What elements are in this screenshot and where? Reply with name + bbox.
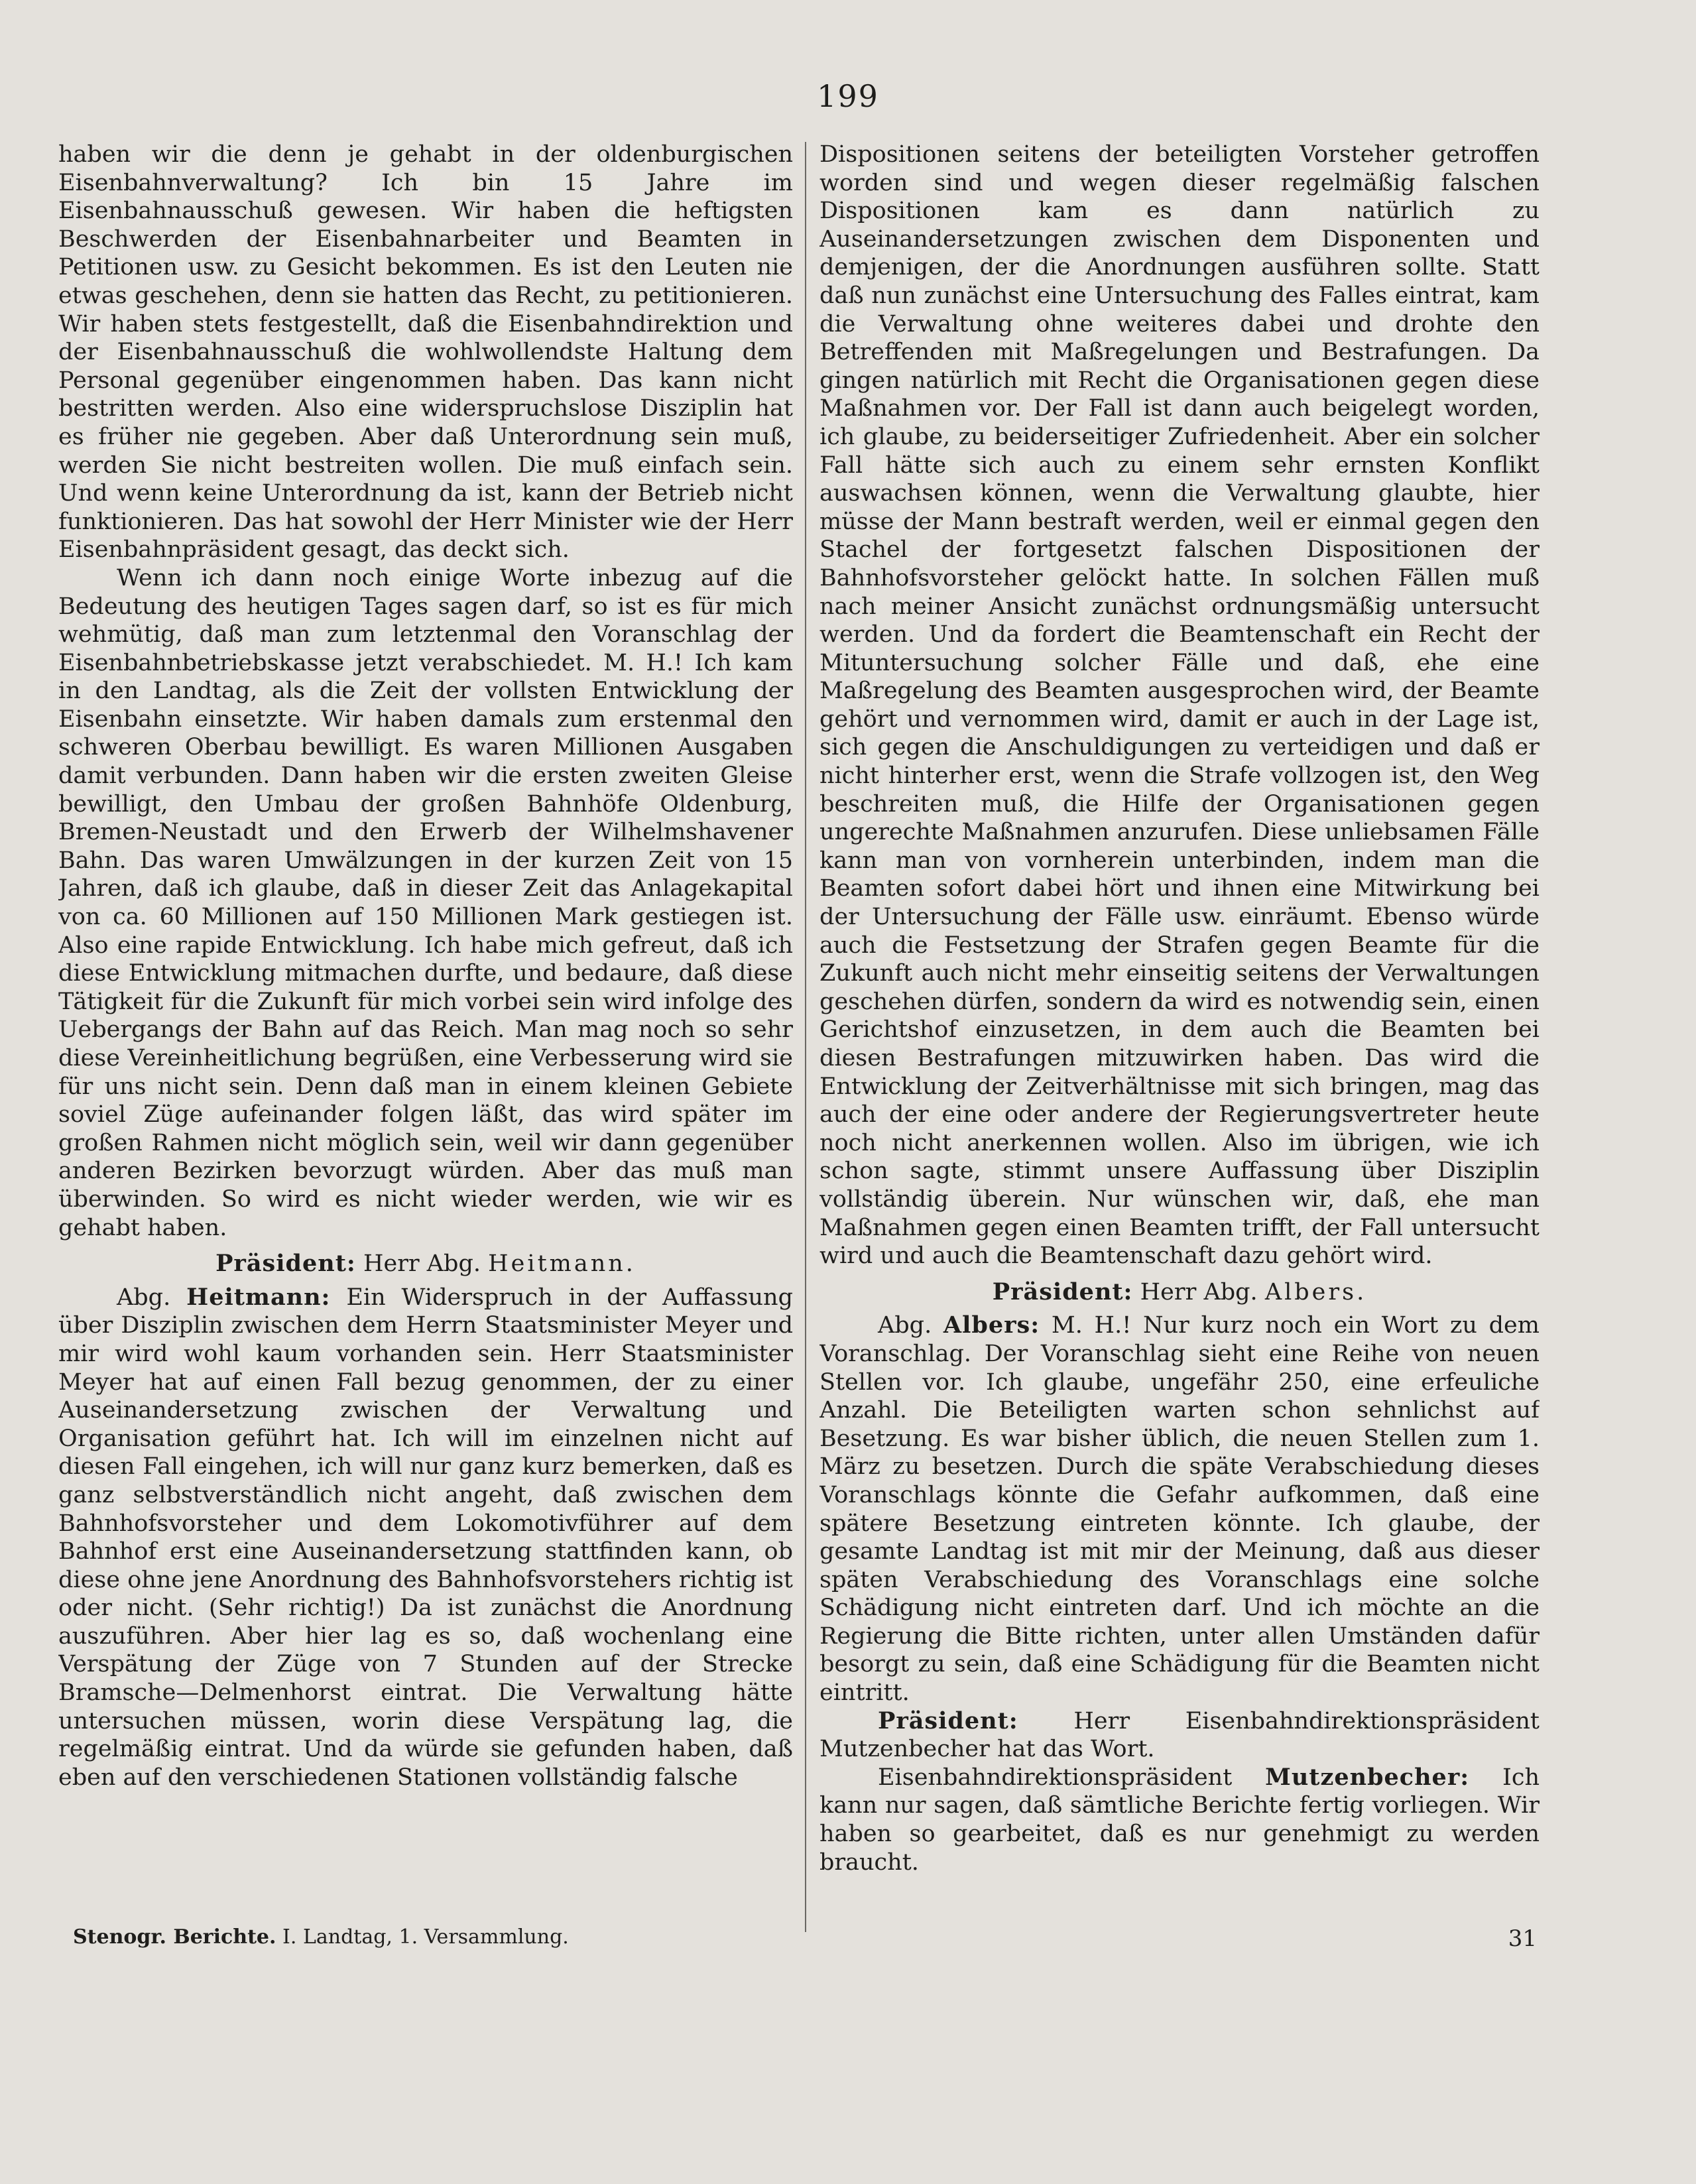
page-number: 199 bbox=[817, 78, 879, 114]
speaker-text: Herr Abg. bbox=[1140, 1278, 1258, 1305]
column-divider bbox=[805, 142, 806, 1932]
speech-albers bbox=[819, 1311, 1540, 1707]
left-column bbox=[58, 141, 793, 1945]
speech-heitmann bbox=[58, 1284, 793, 1792]
footer-source-text: I. Landtag, 1. Versammlung. bbox=[282, 1925, 569, 1949]
speaker-label: Präsident: bbox=[878, 1707, 1018, 1734]
speech-prefix: Abg. bbox=[117, 1284, 171, 1311]
speaker-name: Albers. bbox=[1264, 1278, 1367, 1305]
speech-prefix: Abg. bbox=[878, 1312, 932, 1339]
speaker-announcement-albers bbox=[819, 1278, 1540, 1307]
speaker-text: Herr Eisenbahndirektionspräsident Mutzenbecher hat das Wort. bbox=[819, 1707, 1540, 1763]
speech-text: Ein Widerspruch in der Auffassung über Disziplin zwischen dem Herrn Staatsminister Meyer und mir wird wohl kaum vorhanden sein. Herr Staatsminister Meyer hat auf einen Fall bezug genommen, der zu einer Auseinandersetzung zwischen der Verwaltung und Organisation geführt hat. Ich will im einzelnen nicht auf diesen Fall eingehen, ich will nur ganz kurz bemerken, daß es ganz selbstverständlich nicht angeht, daß zwischen dem Bahnhofsvorsteher und dem Lokomotivführer auf dem Bahnhof erst eine Auseinandersetzung stattfinden kann, ob diese ohne jene Anordnung des Bahnhofsvorstehers richtig ist oder nicht. (Sehr richtig!) Da ist zunächst die Anordnung auszuführen. Aber hier lag es so, daß wochenlang eine Verspätung der Züge von 7 Stunden auf der Strecke Bramsche—Delmenhorst eintrat. Die Verwaltung hätte untersuchen müssen, worin diese Verspätung lag, die regelmäßig eintrat. Und da würde sie gefunden haben, daß eben auf den verschiedenen Stationen vollständig falsche bbox=[58, 1284, 793, 1791]
right-column bbox=[819, 141, 1540, 1945]
speech-speaker: Albers: bbox=[943, 1311, 1040, 1339]
speaker-label: Präsident: bbox=[992, 1278, 1133, 1305]
speech-mutzenbecher bbox=[819, 1764, 1540, 1876]
speech-text: M. H.! Nur kurz noch ein Wort zu dem Voranschlag. Der Voranschlag sieht eine Reihe von neuen Stellen vor. Ich glaube, ungefähr 250, eine erfeuliche Anzahl. Die Beteiligten warten schon sehnlichst auf Besetzung. Es war bisher üblich, die neuen Stellen zum 1. März zu besetzen. Durch die späte Verabschiedung dieses Voranschlags könnte die Gefahr aufkommen, daß eine spätere Besetzung eintreten könnte. Ich glaube, der gesamte Landtag ist mit mir der Meinung, daß aus dieser späten Verabschiedung des Voranschlags eine solche Schädigung nicht eintreten darf. Und ich möchte an die Regierung die Bitte richten, unter allen Umständen dafür besorgt zu sein, daß eine Schädigung für die Beamten nicht eintritt. bbox=[819, 1312, 1540, 1707]
left-paragraph-2: Wenn ich dann noch einige Worte inbezug auf die Bedeutung des heutigen Tages sagen darf, so ist es für mich wehmütig, daß man zum letztenmal den Voranschlag der Eisenbahnbetriebskasse jetzt verabschiedet. M. H.! Ich kam in den Landtag, als die Zeit der vollsten Entwicklung der Eisenbahn einsetzte. Wir haben damals zum erstenmal den schweren Oberbau bewilligt. Es waren Millionen Ausgaben damit verbunden. Dann haben wir die ersten zweiten Gleise bewilligt, den Umbau der großen Bahnhöfe Oldenburg, Bremen-Neustadt und den Erwerb der Wilhelmshavener Bahn. Das waren Umwälzungen in der kurzen Zeit von 15 Jahren, daß ich glaube, daß in dieser Zeit das Anlagekapital von ca. 60 Millionen auf 150 Millionen Mark gestiegen ist. Also eine rapide Entwicklung. Ich habe mich gefreut, daß ich diese Entwicklung mitmachen durfte, und bedaure, daß diese Tätigkeit für die Zukunft für mich vorbei sein wird infolge des Uebergangs der Bahn auf das Reich. Man mag noch so sehr diese Vereinheitlichung begrüßen, eine Verbesserung wird sie für uns nicht sein. Denn daß man in einem kleinen Gebiete soviel Züge aufeinander folgen läßt, das wird später im großen Rahmen nicht möglich sein, weil wir dann gegenüber anderen Bezirken bevorzugt würden. Aber das muß man überwinden. So wird es nicht wieder werden, wie wir es gehabt haben. bbox=[58, 564, 793, 1241]
speaker-name: Heitmann. bbox=[488, 1250, 636, 1278]
page-footer bbox=[73, 1925, 1577, 1952]
right-paragraph-1: Dispositionen seitens der beteiligten Vorsteher getroffen worden sind und wegen dieser regelmäßig falschen Dispositionen kam es dann natürlich zu Auseinandersetzungen zwischen dem Disponenten und demjenigen, der die Anordnungen ausführen sollte. Statt daß nun zunächst eine Untersuchung des Falles eintrat, kam die Verwaltung ohne weiteres dabei und drohte den Betreffenden mit Maßregelungen und Bestrafungen. Da gingen natürlich mit Recht die Organisationen gegen diese Maßnahmen vor. Der Fall ist dann auch beigelegt worden, ich glaube, zu beiderseitiger Zufriedenheit. Aber ein solcher Fall hätte sich auch zu einem sehr ernsten Konflikt auswachsen können, wenn die Verwaltung glaubte, hier müsse der Mann bestraft werden, weil er einmal gegen den Stachel der fortgesetzt falschen Dispositionen der Bahnhofsvorsteher gelöckt hatte. In solchen Fällen muß nach meiner Ansicht zunächst ordnungsmäßig untersucht werden. Und da fordert die Beamtenschaft ein Recht der Mituntersuchung solcher Fälle und daß, ehe eine Maßregelung des Beamten ausgesprochen wird, der Beamte gehört und vernommen wird, damit er auch in der Lage ist, sich gegen die Anschuldigungen zu verteidigen und daß er nicht hinterher erst, wenn die Strafe vollzogen ist, den Weg beschreiten muß, die Hilfe der Organisationen gegen ungerechte Maßnahmen anzurufen. Diese unliebsamen Fälle kann man von vornherein unterbinden, indem man die Beamten sofort dabei hört und ihnen eine Mitwirkung bei der Untersuchung der Fälle usw. einräumt. Ebenso würde auch die Festsetzung der Strafen gegen Beamte für die Zukunft auch nicht mehr einseitig seitens der Verwaltungen geschehen dürfen, sondern da wird es notwendig sein, einen Gerichtshof einzusetzen, in dem auch die Beamten bei diesen Bestrafungen mitzuwirken haben. Das wird die Entwicklung der Zeitverhältnisse mit sich bringen, mag das auch der eine oder andere der Regierungsvertreter heute noch nicht anerkennen wollen. Also im übrigen, wie ich schon sagte, stimmt unsere Auffassung über Disziplin vollständig überein. Nur wünschen wir, daß, ehe man Maßnahmen gegen einen Beamten trifft, der Fall untersucht wird und auch die Beamtenschaft dazu gehört wird. bbox=[819, 141, 1540, 1270]
footer-source-title: Stenogr. Berichte. bbox=[73, 1925, 276, 1949]
speech-speaker: Heitmann: bbox=[186, 1283, 331, 1311]
footer-source bbox=[73, 1925, 569, 1952]
speaker-text: Herr Abg. bbox=[363, 1250, 481, 1278]
left-paragraph-1: haben wir die denn je gehabt in der oldenburgischen Eisenbahnverwaltung? Ich bin 15 Jahre im Eisenbahnausschuß gewesen. Wir haben die heftigsten Beschwerden der Eisenbahnarbeiter und Beamten in Petitionen usw. zu Gesicht bekommen. Es ist den Leuten nie etwas geschehen, denn sie hatten das Recht, zu petitionieren. Wir haben stets festgestellt, daß die Eisenbahndirektion und der Eisenbahnausschuß die wohlwollendste Haltung dem Personal gegenüber eingenommen haben. Das kann nicht bestritten werden. Also eine widerspruchslose Disziplin hat es früher nie gegeben. Aber daß Unterordnung sein muß, werden Sie nicht bestreiten wollen. Die muß einfach sein. Und wenn keine Unterordnung da ist, kann der Betrieb nicht funktionieren. Das hat sowohl der Herr Minister wie der Herr Eisenbahnpräsident gesagt, das deckt sich. bbox=[58, 141, 793, 564]
speaker-label: Präsident: bbox=[215, 1250, 356, 1278]
footer-sheet-number: 31 bbox=[1508, 1925, 1537, 1952]
speech-prefix: Eisenbahndirektionspräsident bbox=[878, 1764, 1233, 1791]
speaker-announcement-heitmann bbox=[58, 1250, 793, 1278]
speaker-announcement-mutzenbecher bbox=[819, 1707, 1540, 1764]
speech-text: Ich kann nur sagen, daß sämtliche Berichte fertig vorliegen. Wir haben so gearbeitet, daß es nur genehmigt zu werden braucht. bbox=[819, 1764, 1540, 1876]
speech-speaker: Mutzenbecher: bbox=[1265, 1763, 1470, 1791]
